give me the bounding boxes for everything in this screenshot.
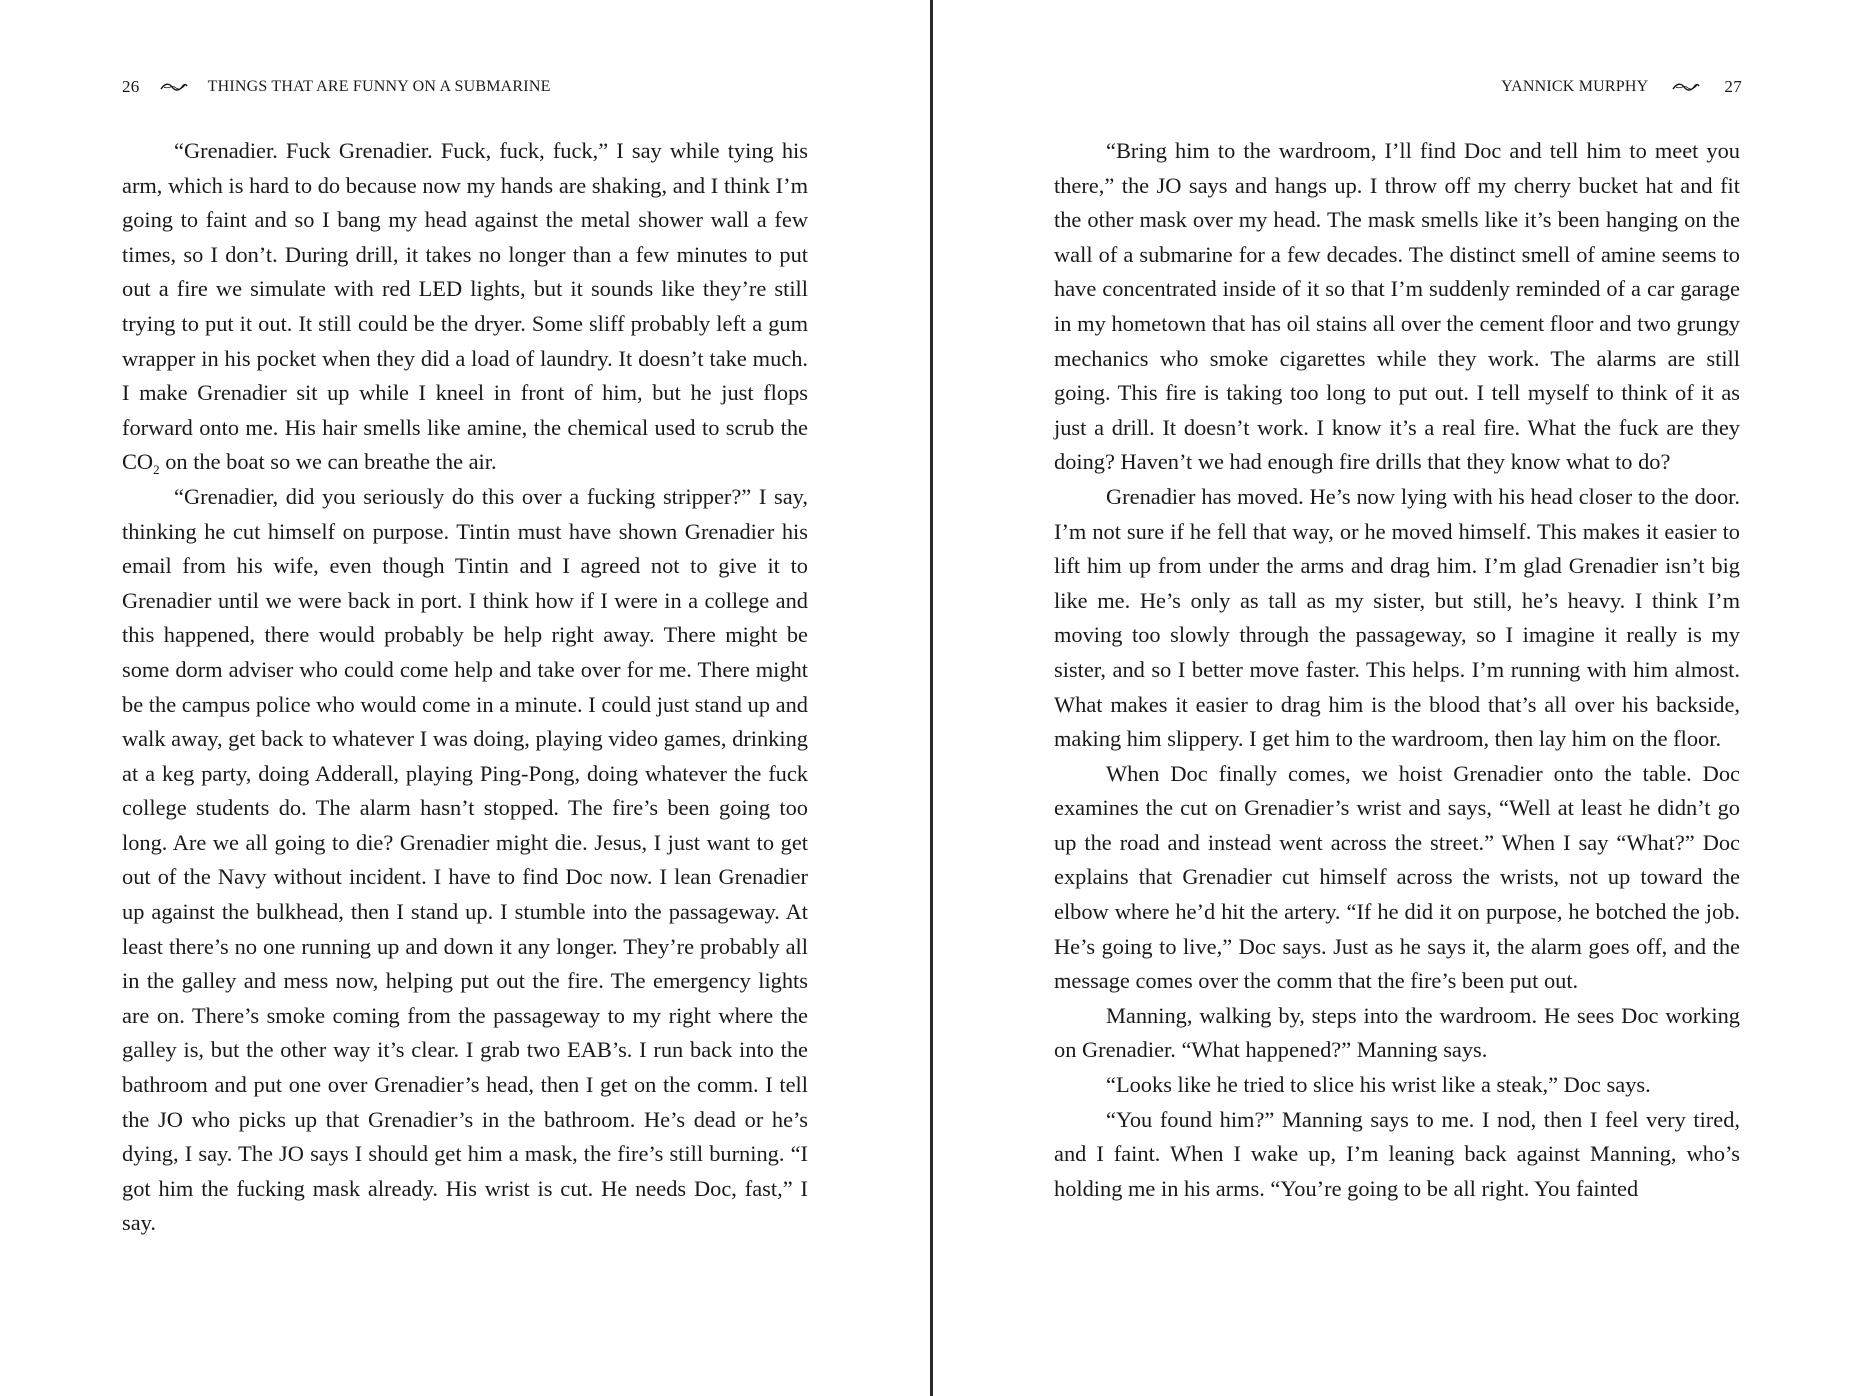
paragraph: [122, 134, 808, 480]
swash-ornament-icon: [1672, 81, 1700, 93]
book-spine-divider: [930, 0, 933, 1396]
paragraph-text: “Grenadier, did you seriously do this over a fucking stripper?” I say, thinking he cut himself on purpose. Tintin must have shown Grenadier his email from his wife, even though Tintin and I agreed not to give it to Grenadier until we were back in port. I think how if I were in a college and this happened, there would probably be help right away. There might be some dorm adviser who could come help and take over for me. There might be the campus police who would come in a minute. I could just stand up and walk away, get back to whatever I was doing, playing video games, drinking at a keg party, doing Adderall, playing Ping-Pong, doing whatever the fuck college students do. The alarm hasn’t stopped. The fire’s been going too long. Are we all going to die? Grenadier might die. Jesus, I just want to get out of the Navy without incident. I have to find Doc now. I lean Grenadier up against the bulkhead, then I stand up. I stumble into the passageway. At least there’s no one running up and down it any longer. They’re probably all in the galley and mess now, helping put out the fire. The emergency lights are on. There’s smoke coming from the passageway to my right where the galley is, but the other way it’s clear. I grab two EAB’s. I run back into the bathroom and put one over Grenadier’s head, then I get on the comm. I tell the JO who picks up that Grenadier’s in the bathroom. He’s dead or he’s dying, I say. The JO says I should get him a mask, the fire’s still burning. “I got him the fucking mask already. His wrist is cut. He needs Doc, fast,” I say.: [122, 483, 808, 1236]
left-page-number: 26: [122, 77, 140, 96]
paragraph: When Doc finally comes, we hoist Grenadier onto the table. Doc examines the cut on Grenadier’s wrist and says, “Well at least he didn’t go up the road and instead went across the street.” When I say “What?” Doc explains that Grenadier cut himself across the wrists, not up toward the elbow where he’d hit the artery. “If he did it on purpose, he botched the job. He’s going to live,” Doc says. Just as he says it, the alarm goes off, and the message comes over the comm that the fire’s been put out.: [1054, 760, 1740, 994]
right-page: [934, 0, 1862, 1396]
paragraph: Grenadier has moved. He’s now lying with his head closer to the door. I’m not sure if he fell that way, or he moved himself. This makes it easier to lift him up from under the arms and drag him. I’m glad Grenadier isn’t big like me. He’s only as tall as my sister, but still, he’s heavy. I think I’m moving too slowly through the passageway, so I imagine it really is my sister, and so I better move faster. This helps. I’m running with him almost. What makes it easier to drag him is the blood that’s all over his backside, making him slippery. I get him to the wardroom, then lay him on the floor.: [1054, 483, 1740, 752]
right-running-head: [1501, 76, 1742, 98]
paragraph-text: “Grenadier. Fuck Grenadier. Fuck, fuck, fuck,” I say while tying his arm, which is hard to do because now my hands are shaking, and I think I’m going to faint and so I bang my head against the metal shower wall a few times, so I don’t. During drill, it takes no longer than a few minutes to put out a fire we simulate with red LED lights, but it sounds like they’re still trying to put it out. It still could be the dryer. Some sliff probably left a gum wrapper in his pocket when they did a load of laundry. It doesn’t take much. I make Grenadier sit up while I kneel in front of him, but he just flops forward onto me. His hair smells like amine, the chemical used to scrub the CO: [122, 138, 808, 475]
paragraph-text-continued: on the boat so we can breathe the air.: [159, 449, 497, 475]
right-page-number: 27: [1724, 77, 1742, 96]
paragraph: [122, 480, 808, 1241]
paragraph: “Bring him to the wardroom, I’ll find Doc and tell him to meet you there,” the JO says and hangs up. I throw off my cherry bucket hat and fit the other mask over my head. The mask smells like it’s been hanging on the wall of a submarine for a few decades. The distinct smell of amine seems to have concentrated inside of it so that I’m suddenly reminded of a car garage in my hometown that has oil stains all over the cement floor and two grungy mechanics who smoke cigarettes while they work. The alarms are still going. This fire is taking too long to put out. I tell myself to think of it as just a drill. It doesn’t work. I know it’s a real fire. What the fuck are they doing? Haven’t we had enough fire drills that they know what to do?: [1054, 138, 1740, 475]
paragraph: Manning, walking by, steps into the wardroom. He sees Doc working on Grenadier. “What happened?” Manning says.: [1054, 1002, 1740, 1063]
subscript: 2: [153, 462, 160, 478]
left-running-head-title: THINGS THAT ARE FUNNY ON A SUBMARINE: [207, 78, 551, 95]
paragraph: “You found him?” Manning says to me. I nod, then I feel very tired, and I faint. When I wake up, I’m leaning back against Manning, who’s holding me in his arms. “You’re going to be all right. You fainted: [1054, 1106, 1740, 1201]
right-body-text: [1054, 134, 1740, 1206]
swash-ornament-icon: [160, 81, 188, 93]
left-page: [0, 0, 930, 1396]
left-body-text: [122, 134, 808, 1241]
right-running-head-title: YANNICK MURPHY: [1501, 78, 1649, 95]
paragraph: “Looks like he tried to slice his wrist like a steak,” Doc says.: [1106, 1072, 1651, 1098]
left-running-head: [122, 76, 551, 98]
